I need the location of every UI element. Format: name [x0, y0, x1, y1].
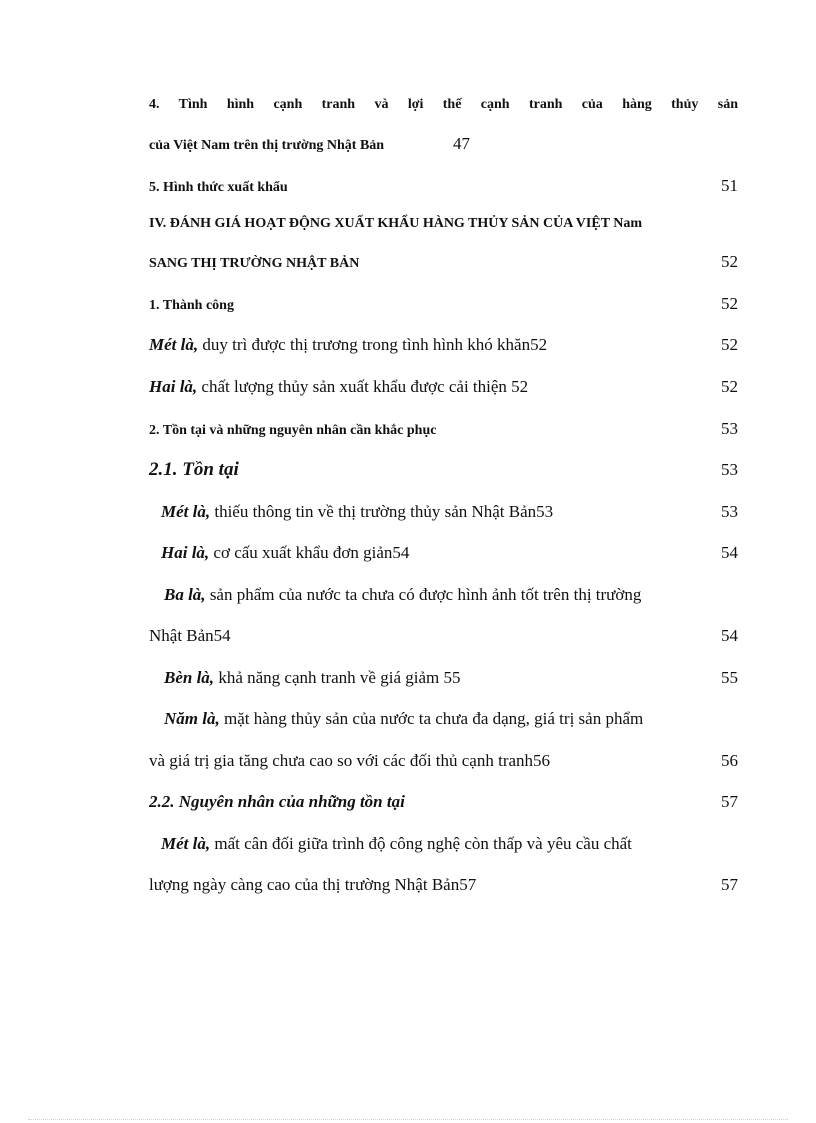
toc-entry-nam-la-line2: [149, 746, 738, 776]
toc-text: khả năng cạnh tranh về giá giảm 55: [214, 668, 461, 687]
page-bottom-rule: [28, 1119, 788, 1120]
page-number: 52: [721, 294, 738, 313]
toc-entry-mot-la: [149, 330, 738, 360]
toc-text: 1. Thành công: [149, 298, 234, 313]
toc-entry-iv-line1: [149, 209, 738, 239]
page-number: 51: [721, 176, 738, 195]
toc-text: SANG THỊ TRƯỜNG NHẬT BẢN: [149, 256, 360, 271]
toc-lead: Hai là,: [149, 377, 198, 396]
toc-entry-ba-la-line1: [149, 580, 738, 610]
toc-entry-4-line1: [149, 90, 738, 120]
toc-text: 2.2. Nguyên nhân của những tồn tại: [149, 792, 405, 811]
toc-text: của Việt Nam trên thị trường Nhật Bản: [149, 138, 385, 153]
toc-lead: Mét là,: [161, 834, 211, 853]
toc-entry-1: [149, 289, 738, 319]
toc-text: 4. Tình hình cạnh tranh và lợi thế cạnh tranh của hàng thủy sản: [149, 97, 738, 112]
toc-text: thiếu thông tin về thị trường thủy sản Nhật Bản53: [210, 502, 554, 521]
toc-text: sản phẩm của nước ta chưa có được hình ảnh tốt trên thị trường: [205, 585, 642, 604]
toc-text: 5. Hình thức xuất khẩu: [149, 180, 288, 195]
toc-entry-2-2: [149, 787, 738, 817]
toc-entry-5: [149, 171, 738, 201]
page-number: 57: [721, 792, 738, 811]
toc-lead: Mét là,: [149, 335, 199, 354]
toc-lead: Hai là,: [161, 543, 210, 562]
toc-text: IV. ĐÁNH GIÁ HOẠT ĐỘNG XUẤT KHẨU HÀNG THỦY SẢN CỦA VIỆT Nam: [149, 216, 643, 231]
toc-text: 2. Tồn tại và những nguyên nhân cần khắc phục: [149, 423, 437, 438]
page-number: 52: [721, 335, 738, 354]
page-number: 53: [721, 419, 738, 438]
toc-text: chất lượng thủy sản xuất khẩu được cải thiện 52: [197, 377, 529, 396]
toc-entry-2: [149, 414, 738, 444]
toc-entry-nam-la-line1: [149, 704, 738, 734]
toc-text: duy trì được thị trương trong tình hình khó khăn52: [198, 335, 548, 354]
page-number: 52: [721, 377, 738, 396]
toc-entry-4-line2: [149, 129, 738, 159]
page-number: 55: [721, 668, 738, 687]
toc-entry-nguyen-nhan-mot-la-line1: [149, 829, 738, 859]
toc-text: 2.1. Tồn tại: [149, 459, 239, 480]
toc-text: cơ cấu xuất khẩu đơn giản54: [209, 543, 410, 562]
toc-entry-ba-la-line2: [149, 621, 738, 651]
toc-lead: Ba là,: [164, 585, 206, 604]
page-number: 53: [721, 460, 738, 479]
toc-entry-2-1: [149, 455, 738, 485]
page-number: 53: [721, 502, 738, 521]
toc-entry-ton-tai-hai-la: [149, 538, 738, 568]
toc-text: và giá trị gia tăng chưa cao so với các đối thủ cạnh tranh56: [149, 751, 551, 770]
toc-text: mặt hàng thủy sản của nước ta chưa đa dạng, giá trị sản phẩm: [219, 709, 644, 728]
page-number: 54: [721, 626, 738, 645]
page-number: 54: [721, 543, 738, 562]
page-number: 47: [453, 134, 470, 153]
toc-text: Nhật Bản54: [149, 626, 231, 645]
page-number: 57: [721, 875, 738, 894]
toc-lead: Bèn là,: [164, 668, 215, 687]
toc-lead: Năm là,: [164, 709, 220, 728]
toc-entry-iv-line2: [149, 247, 738, 277]
toc-text: lượng ngày càng cao của thị trường Nhật Bản57: [149, 875, 477, 894]
toc-entry-nguyen-nhan-mot-la-line2: [149, 870, 738, 900]
toc-entry-ton-tai-mot-la: [149, 497, 738, 527]
toc-text: mất cân đối giữa trình độ công nghệ còn thấp và yêu cầu chất: [210, 834, 632, 853]
toc-entry-bon-la: [149, 663, 738, 693]
toc-lead: Mét là,: [161, 502, 211, 521]
toc-entry-hai-la: [149, 372, 738, 402]
page-number: 56: [721, 751, 738, 770]
page-number: 52: [721, 252, 738, 271]
